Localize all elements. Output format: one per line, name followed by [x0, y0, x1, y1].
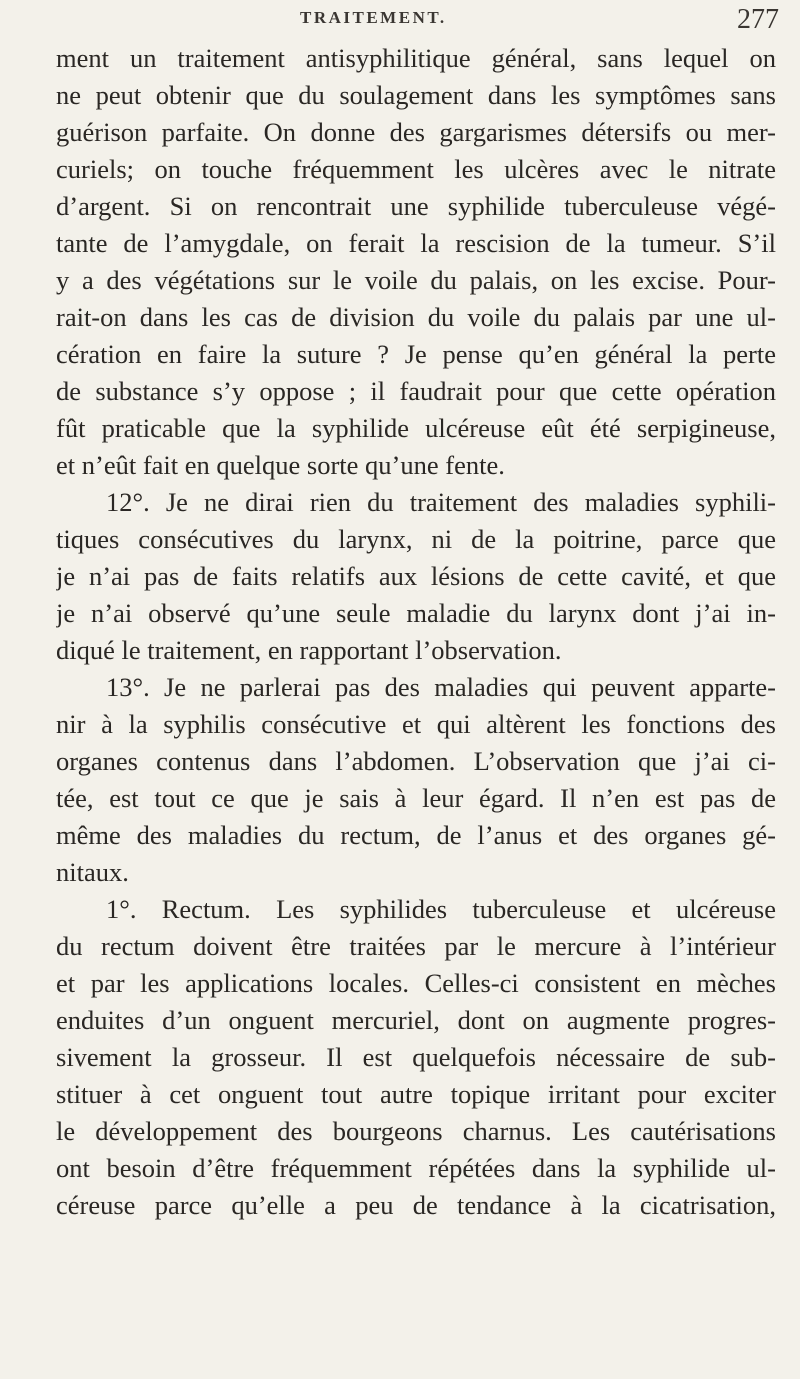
text-line: curiels; on touche fréquemment les ulcères avec le nitrate — [56, 154, 776, 184]
text-line: nir à la syphilis consécutive et qui altèrent les fonctions des — [56, 709, 776, 739]
paragraph-start-line: 12°. Je ne dirai rien du traitement des maladies syphili- — [106, 487, 776, 517]
text-line: le développement des bourgeons charnus. Les cautérisations — [56, 1116, 776, 1146]
text-line: je n’ai observé qu’une seule maladie du larynx dont j’ai in- — [56, 598, 776, 628]
text-line: cération en faire la suture ? Je pense qu’en général la perte — [56, 339, 776, 369]
text-line: y a des végétations sur le voile du palais, on les excise. Pour- — [56, 265, 776, 295]
text-line: fût praticable que la syphilide ulcéreuse eût été serpigineuse, — [56, 413, 776, 443]
text-line: ment un traitement antisyphilitique général, sans lequel on — [56, 43, 776, 73]
text-line: du rectum doivent être traitées par le mercure à l’intérieur — [56, 931, 776, 961]
text-line: et n’eût fait en quelque sorte qu’une fente. — [56, 450, 505, 480]
text-line: rait-on dans les cas de division du voile du palais par une ul- — [56, 302, 776, 332]
text-line: ont besoin d’être fréquemment répétées dans la syphilide ul- — [56, 1153, 776, 1183]
text-line: je n’ai pas de faits relatifs aux lésions de cette cavité, et que — [56, 561, 776, 591]
paragraph-start-line: 13°. Je ne parlerai pas des maladies qui peuvent apparte- — [106, 672, 776, 702]
text-line: sivement la grosseur. Il est quelquefois nécessaire de sub- — [56, 1042, 776, 1072]
text-line: tante de l’amygdale, on ferait la rescision de la tumeur. S’il — [56, 228, 776, 258]
text-line: ne peut obtenir que du soulagement dans les symptômes sans — [56, 80, 776, 110]
paragraph-start-line: 1°. Rectum. Les syphilides tuberculeuse et ulcéreuse — [106, 894, 776, 924]
text-line: stituer à cet onguent tout autre topique irritant pour exciter — [56, 1079, 776, 1109]
running-head-title: TRAITEMENT. — [300, 8, 447, 27]
text-line: guérison parfaite. On donne des gargarismes détersifs ou mer- — [56, 117, 776, 147]
text-line: enduites d’un onguent mercuriel, dont on augmente progres- — [56, 1005, 776, 1035]
text-line: nitaux. — [56, 857, 129, 887]
text-line: diqué le traitement, en rapportant l’observation. — [56, 635, 562, 665]
text-line: et par les applications locales. Celles-ci consistent en mèches — [56, 968, 776, 998]
page-number: 277 — [737, 4, 779, 35]
text-line: d’argent. Si on rencontrait une syphilide tuberculeuse végé- — [56, 191, 776, 221]
running-head — [0, 4, 800, 34]
body-text — [56, 40, 776, 1224]
text-line: même des maladies du rectum, de l’anus et des organes gé- — [56, 820, 776, 850]
text-line: tiques consécutives du larynx, ni de la poitrine, parce que — [56, 524, 776, 554]
text-line: de substance s’y oppose ; il faudrait pour que cette opération — [56, 376, 776, 406]
text-line: tée, est tout ce que je sais à leur égard. Il n’en est pas de — [56, 783, 776, 813]
text-line: organes contenus dans l’abdomen. L’observation que j’ai ci- — [56, 746, 776, 776]
text-line: céreuse parce qu’elle a peu de tendance à la cicatrisation, — [56, 1190, 776, 1220]
